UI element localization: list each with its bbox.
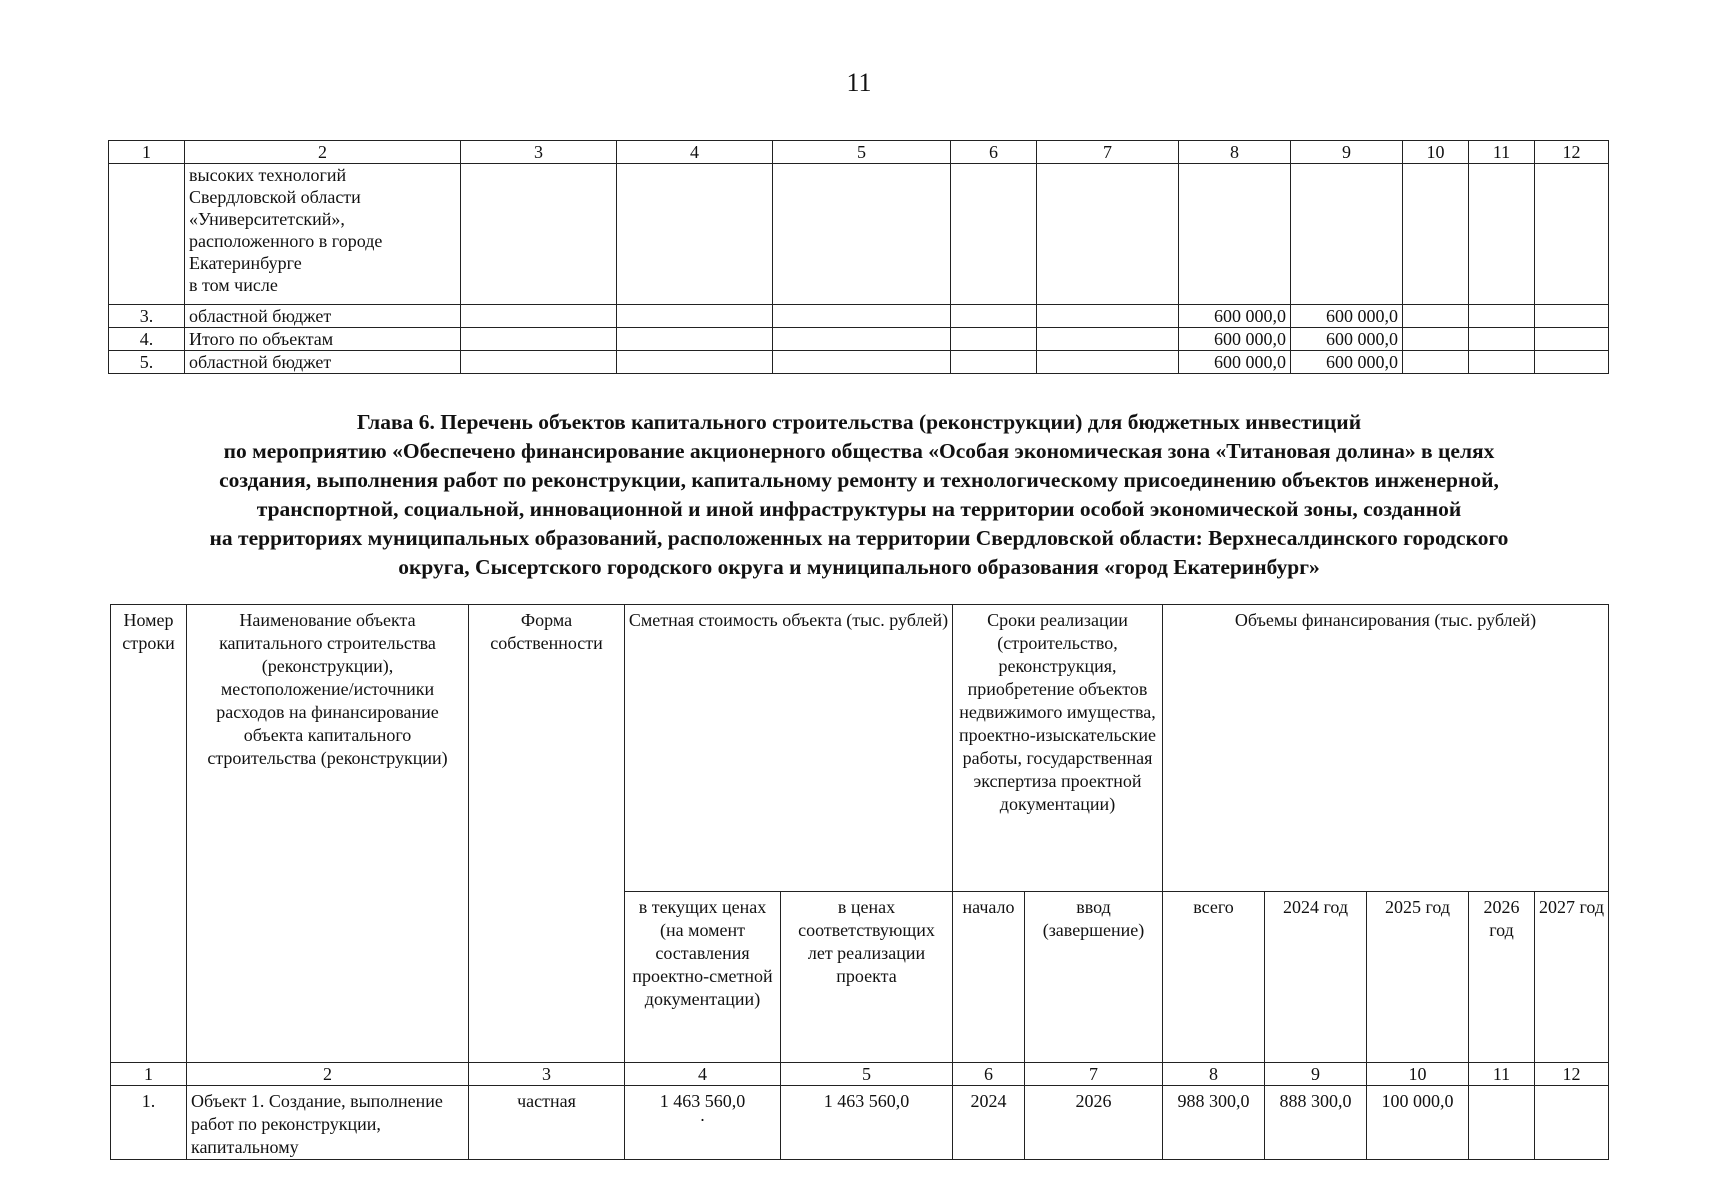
row-number: 5. — [109, 351, 185, 374]
column-number: 11 — [1469, 1063, 1535, 1086]
column-number: 5 — [781, 1063, 953, 1086]
column-number: 9 — [1265, 1063, 1367, 1086]
row-ownership: частная — [469, 1086, 625, 1160]
header-object-name: Наименование объекта капитального строительства (реконструкции), местоположение/источники расходов на финансирование объекта капитального строительства (реконструкции) — [187, 605, 469, 1063]
row-2027 — [1535, 1086, 1609, 1160]
heading-line: по мероприятию «Обеспечено финансирование акционерного общества «Особая экономическая зона «Титановая долина» в целях — [223, 439, 1495, 463]
header-row-top — [111, 605, 1609, 892]
row-total: 988 300,0 — [1163, 1086, 1265, 1160]
row-start: 2024 — [953, 1086, 1025, 1160]
row-name: Итого по объектам — [185, 328, 461, 351]
column-number: 6 — [951, 141, 1037, 164]
heading-line: создания, выполнения работ по реконструкции, капитальному ремонту и технологическому присоединению объектов инженерной, — [219, 468, 1499, 492]
objects-table — [110, 604, 1609, 1160]
row-end: 2026 — [1025, 1086, 1163, 1160]
table-row — [109, 351, 1609, 374]
row-number: 3. — [109, 305, 185, 328]
column-number: 3 — [469, 1063, 625, 1086]
header-2026: 2026 год — [1469, 892, 1535, 1063]
column-number: 4 — [625, 1063, 781, 1086]
row-name: областной бюджет — [185, 351, 461, 374]
dot-mark: · — [699, 1110, 706, 1130]
heading-line: на территориях муниципальных образований, расположенных на территории Свердловской области: Верхнесалдинского городского — [209, 526, 1509, 550]
column-number: 1 — [109, 141, 185, 164]
header-2024: 2024 год — [1265, 892, 1367, 1063]
column-number: 1 — [111, 1063, 187, 1086]
heading-line: округа, Сысертского городского округа и муниципального образования «город Екатеринбург» — [398, 555, 1320, 579]
row-2025: 100 000,0 — [1367, 1086, 1469, 1160]
page-number: 11 — [846, 68, 872, 97]
header-total: всего — [1163, 892, 1265, 1063]
column-number: 7 — [1037, 141, 1179, 164]
table-row — [109, 305, 1609, 328]
row-corresponding-cost: 1 463 560,0 — [781, 1086, 953, 1160]
column-number: 6 — [953, 1063, 1025, 1086]
header-deadlines: Сроки реализации (строительство, реконструкция, приобретение объектов недвижимого имущества, проектно-изыскательские работы, государственная экспертиза проектной документации) — [953, 605, 1163, 892]
header-current-prices: в текущих ценах (на момент составления проектно-сметной документации) — [625, 892, 781, 1063]
heading-line: Глава 6. Перечень объектов капитального строительства (реконструкции) для бюджетных инвестиций — [356, 410, 1362, 434]
header-ownership: Форма собственности — [469, 605, 625, 1063]
header-completion: ввод (завершение) — [1025, 892, 1163, 1063]
row-number: 1. — [111, 1086, 187, 1160]
column-numbers-row — [109, 141, 1609, 164]
column-number: 5 — [773, 141, 951, 164]
column-number: 11 — [1469, 141, 1535, 164]
header-funding: Объемы финансирования (тыс. рублей) — [1163, 605, 1609, 892]
header-estimated-cost: Сметная стоимость объекта (тыс. рублей) — [625, 605, 953, 892]
row-current-cost — [625, 1086, 781, 1160]
row-2026 — [1469, 1086, 1535, 1160]
header-start: начало — [953, 892, 1025, 1063]
column-number: 3 — [461, 141, 617, 164]
column-number: 10 — [1403, 141, 1469, 164]
row-current-cost-value: 1 463 560,0 — [659, 1091, 746, 1111]
column-number: 2 — [187, 1063, 469, 1086]
cell-col8: 600 000,0 — [1179, 351, 1291, 374]
row-name: Объект 1. Создание, выполнение работ по реконструкции, капитальному — [187, 1086, 469, 1160]
cell-col8: 600 000,0 — [1179, 328, 1291, 351]
row-number: 4. — [109, 328, 185, 351]
column-number: 7 — [1025, 1063, 1163, 1086]
continuation-row — [109, 164, 1609, 305]
column-number: 4 — [617, 141, 773, 164]
header-2025: 2025 год — [1367, 892, 1469, 1063]
column-number: 8 — [1179, 141, 1291, 164]
cell-col8: 600 000,0 — [1179, 305, 1291, 328]
row-2024: 888 300,0 — [1265, 1086, 1367, 1160]
continuation-table — [108, 140, 1609, 374]
heading-line: транспортной, социальной, инновационной и иной инфраструктуры на территории особой экономической зоны, созданной — [256, 497, 1462, 521]
column-number: 12 — [1535, 1063, 1609, 1086]
row-name: областной бюджет — [185, 305, 461, 328]
cell-col9: 600 000,0 — [1291, 351, 1403, 374]
continuation-object-name: высоких технологий Свердловской области «Университетский», расположенного в городе Екатеринбурге в том числе — [185, 164, 461, 305]
column-number: 9 — [1291, 141, 1403, 164]
column-number: 8 — [1163, 1063, 1265, 1086]
header-corresponding-prices: в ценах соответствующих лет реализации проекта — [781, 892, 953, 1063]
column-number: 12 — [1535, 141, 1609, 164]
cell-col9: 600 000,0 — [1291, 305, 1403, 328]
header-2027: 2027 год — [1535, 892, 1609, 1063]
table-row — [111, 1086, 1609, 1160]
chapter-heading — [100, 408, 1618, 582]
column-number: 2 — [185, 141, 461, 164]
column-number: 10 — [1367, 1063, 1469, 1086]
cell-col9: 600 000,0 — [1291, 328, 1403, 351]
header-row-number: Номер строки — [111, 605, 187, 1063]
column-numbers-row — [111, 1063, 1609, 1086]
table-row — [109, 328, 1609, 351]
